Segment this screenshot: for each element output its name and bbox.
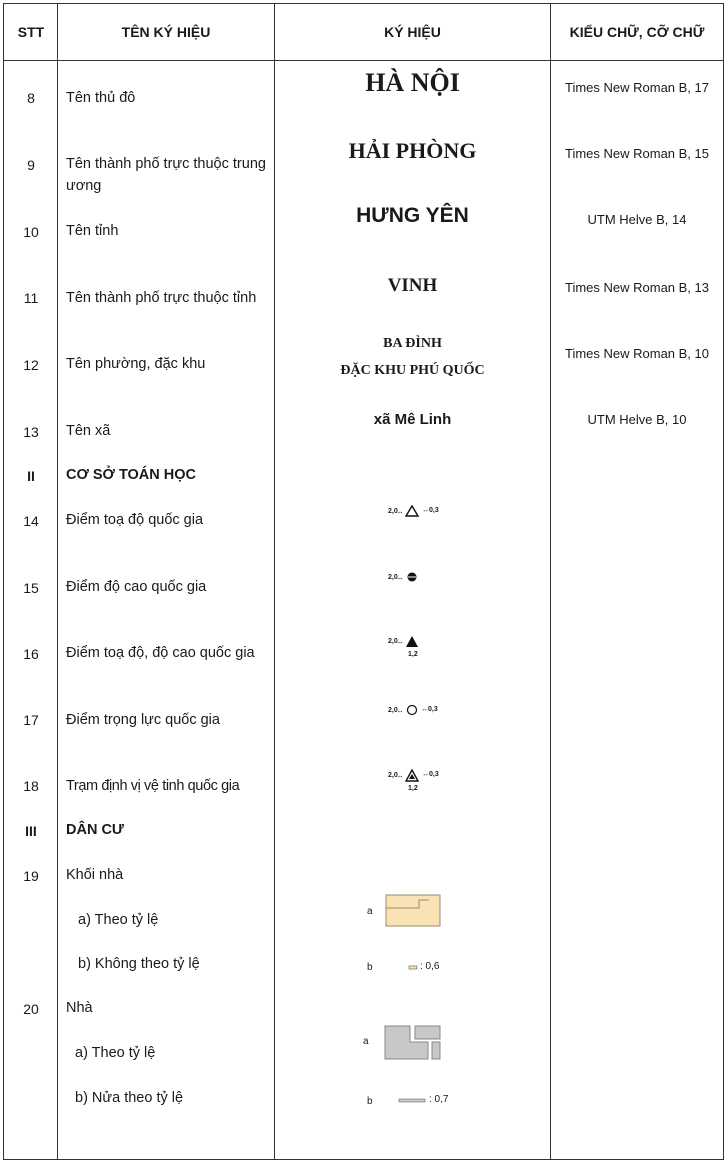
satellite-station-icon: [405, 769, 419, 783]
row-18-stt: 18: [23, 778, 39, 794]
row-20-stt: 20: [23, 1001, 39, 1017]
row-14-symbol: [388, 503, 468, 521]
row-18-dim-left: 2,0‥: [388, 772, 403, 779]
column-divider-3: [550, 3, 551, 1160]
row-19a-name: a) Theo tỷ lệ: [78, 912, 159, 928]
table-border-top: [3, 3, 723, 4]
benchmark-circle-icon: [406, 571, 418, 583]
block-dash-icon: [408, 964, 418, 972]
table-border-left: [3, 3, 4, 1160]
section-ii-name: CƠ SỞ TOÁN HỌC: [66, 467, 197, 483]
row-15-symbol: [388, 569, 448, 587]
row-13-font: UTM Helve B, 10: [587, 412, 687, 427]
row-12-name: Tên phường, đặc khu: [66, 356, 206, 372]
row-8-symbol: HÀ NỘI: [365, 68, 460, 97]
row-11-stt: 11: [23, 290, 39, 306]
gravity-circle-icon: [406, 704, 418, 716]
row-19b-dim: : 0,6: [420, 961, 440, 972]
row-16-stt: 16: [23, 646, 39, 662]
row-20b-name: b) Nửa theo tỷ lệ: [75, 1090, 184, 1106]
row-8-name: Tên thủ đô: [66, 90, 136, 106]
row-17-name: Điểm trọng lực quốc gia: [66, 712, 220, 728]
row-10-symbol: HƯNG YÊN: [356, 204, 469, 227]
row-17-dim-left: 2,0‥: [388, 707, 403, 714]
half-scale-house-icon: [398, 1097, 426, 1105]
row-13-name: Tên xã: [66, 423, 111, 439]
row-16-symbol: [388, 633, 448, 663]
row-18-dim-bottom: 1,2: [408, 785, 418, 792]
column-divider-1: [57, 3, 58, 1160]
row-11-name: Tên thành phố trực thuộc tỉnh: [66, 290, 257, 306]
row-13-stt: 13: [23, 424, 39, 440]
row-12-symbol-2: ĐẶC KHU PHÚ QUỐC: [340, 363, 485, 378]
row-9-font: Times New Roman B, 15: [564, 146, 709, 161]
column-divider-2: [274, 3, 275, 1160]
section-iii-name: DÂN CƯ: [66, 822, 124, 838]
row-13-symbol: xã Mê Linh: [373, 411, 452, 428]
row-14-name: Điểm toạ độ quốc gia: [66, 512, 204, 528]
row-14-dim-left: 2,0‥: [388, 508, 403, 515]
row-16-dim-left: 2,0‥: [388, 638, 403, 645]
row-18-dim-right: ↔0,3: [422, 771, 439, 778]
row-20b-label: b: [367, 1096, 373, 1107]
row-12-font: Times New Roman B, 10: [564, 346, 709, 361]
row-19-stt: 19: [23, 868, 39, 884]
header-font: KIỂU CHỮ, CỠ CHỮ: [569, 24, 705, 40]
row-8-font: Times New Roman B, 17: [564, 80, 709, 95]
row-20b-symbol: [398, 1094, 468, 1108]
row-9-stt: 9: [27, 157, 35, 173]
header-name: TÊN KÝ HIỆU: [121, 24, 211, 40]
row-20-name: Nhà: [66, 1000, 93, 1016]
section-iii-stt: III: [25, 823, 37, 839]
row-15-dim-left: 2,0‥: [388, 574, 403, 581]
row-10-font: UTM Helve B, 14: [587, 212, 687, 227]
row-19b-symbol: [408, 960, 468, 974]
row-17-symbol: [388, 702, 468, 720]
row-18-symbol: [388, 767, 468, 797]
header-stt: STT: [17, 24, 45, 40]
row-11-symbol: VINH: [387, 275, 438, 296]
row-20a-label: a: [363, 1036, 369, 1047]
row-8-stt: 8: [27, 90, 35, 106]
filled-triangle-icon: [405, 635, 419, 649]
table-border-bottom: [3, 1159, 723, 1160]
row-12-symbol-1: BA ĐÌNH: [383, 336, 442, 351]
table-border-right: [723, 3, 724, 1160]
row-10-stt: 10: [23, 224, 39, 240]
row-19b-label: b: [367, 962, 373, 973]
row-19-name: Khối nhà: [66, 867, 124, 883]
section-ii-stt: II: [27, 468, 35, 484]
header-divider: [3, 60, 723, 61]
row-17-stt: 17: [23, 712, 39, 728]
building-block-icon: [385, 894, 441, 928]
row-18-name: Trạm định vị vệ tinh quốc gia: [66, 778, 240, 794]
row-11-font: Times New Roman B, 13: [564, 280, 709, 295]
row-16-name: Điểm toạ độ, độ cao quốc gia: [66, 645, 255, 661]
row-15-stt: 15: [23, 580, 39, 596]
row-20a-name: a) Theo tỷ lệ: [75, 1045, 156, 1061]
row-9-symbol: HẢI PHÒNG: [348, 138, 477, 163]
row-16-dim-bottom: 1,2: [408, 651, 418, 658]
row-19a-label: a: [367, 906, 373, 917]
row-17-dim-right: ↔0,3: [421, 706, 438, 713]
house-block-icon: [384, 1025, 442, 1061]
row-19b-name: b) Không theo tỷ lệ: [78, 956, 200, 972]
row-20b-dim: : 0,7: [429, 1094, 449, 1105]
header-symbol: KÝ HIỆU: [384, 24, 441, 40]
row-15-name: Điểm độ cao quốc gia: [66, 579, 207, 595]
row-14-stt: 14: [23, 513, 39, 529]
row-14-dim-right: ↔0,3: [422, 507, 439, 514]
triangle-icon: [405, 505, 419, 517]
row-12-stt: 12: [23, 357, 39, 373]
row-10-name: Tên tỉnh: [66, 223, 119, 239]
row-9-name: Tên thành phố trực thuộc trung ương: [66, 156, 266, 194]
